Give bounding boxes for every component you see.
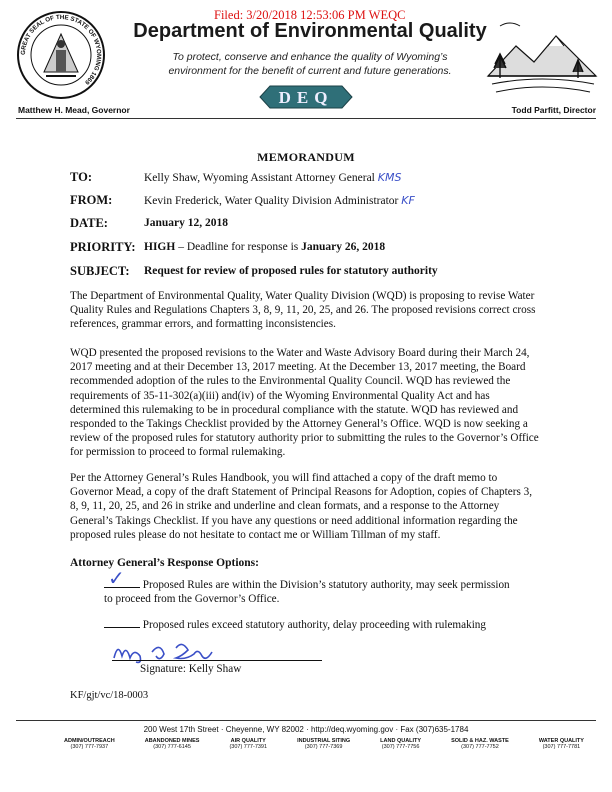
footer-offices — [64, 738, 584, 750]
priority-high: HIGH — [144, 241, 176, 253]
office-air-quality: AIR QUALITY (307) 777-7391 — [229, 738, 268, 750]
date-label: DATE: — [70, 216, 108, 230]
governor-name: Matthew H. Mead, Governor — [18, 105, 130, 115]
deq-logo-icon — [256, 84, 356, 110]
from-value — [144, 194, 415, 207]
office-admin: ADMIN/OUTREACH (307) 777-7937 — [64, 738, 115, 750]
footer-divider — [16, 720, 596, 721]
check-mark-icon: ✓ — [108, 566, 125, 590]
office-solid-haz-waste: SOLID & HAZ. WASTE (307) 777-7752 — [451, 738, 509, 750]
filed-stamp: Filed: 3/20/2018 12:53:06 PM WEQC — [214, 8, 406, 22]
seal-text: GREAT SEAL OF THE STATE OF WYOMING 1869 — [19, 13, 103, 86]
option-1-blank[interactable] — [104, 577, 140, 588]
option-1 — [104, 577, 514, 606]
signature-line — [112, 660, 322, 661]
to-value — [144, 171, 401, 184]
to-label: TO: — [70, 170, 92, 184]
to-initials: KMS — [377, 171, 402, 184]
tagline-line-2: environment for the benefit of current and future generations. — [168, 65, 452, 77]
to-recipient: Kelly Shaw, Wyoming Assistant Attorney General — [144, 172, 375, 184]
body-paragraph-1: The Department of Environmental Quality, Water Quality Division (WQD) is proposing to revise Water Quality Rules and Regulations Chapters 3, 8, 9, 11, 20, 25, and 26. The proposed revisions correct cross references, grammar errors, and formatting inconsistencies. — [70, 290, 536, 331]
subject-label: SUBJECT: — [70, 264, 130, 278]
office-abandoned-mines: ABANDONED MINES (307) 777-6145 — [144, 738, 200, 750]
tagline — [130, 50, 490, 78]
deq-logo-text: DEQ — [278, 88, 334, 107]
body-paragraph-2: WQD presented the proposed revisions to the Water and Waste Advisory Board during their March 24, 2017 meeting and at their December 13, 2017 meeting. At the December 13, 2017 meeting, the Board recommended adoption of the rules to the Environmental Quality Council. WQD has reviewed the requirements of 35-11-302(a)(iii) and(iv) of the Wyoming Environmental Quality Act and has determined this rulemaking to be in procedural compliance with the statute. WQD has reviewed and responded to the Takings Checklist provided by the Attorney General’s Office. WQD is now seeking a review of the proposed rules for statutory authority prior to submitting the rules to the Governor’s Office for permission to proceed to formal rulemaking. — [70, 347, 539, 459]
option-2-blank[interactable] — [104, 617, 140, 628]
reference-code: KF/gjt/vc/18-0003 — [70, 690, 149, 701]
priority-label: PRIORITY: — [70, 240, 136, 254]
from-initials: KF — [401, 194, 415, 207]
office-industrial-siting: INDUSTRIAL SITING (307) 777-7369 — [297, 738, 351, 750]
body-paragraph-3: Per the Attorney General’s Rules Handbook, you will find attached a copy of the draft memo to Governor Mead, a copy of the draft Statement of Principal Reasons for Adoption, copies of Chapters 3, 8, 9, 11, 20, 25, and 26 in strike and underline and clean formats, and a response to the Attorney General’s Takings Checklist. If you have any questions or need additional information regarding the proposed rules please do not hesitate to contact me or William Tillman of my staff. — [70, 472, 532, 541]
landscape-logo-icon — [486, 18, 598, 104]
priority-deadline: January 26, 2018 — [301, 241, 386, 253]
priority-value — [144, 241, 385, 253]
footer-address: 200 West 17th Street · Cheyenne, WY 82002 · http://deq.wyoming.gov · Fax (307)635-1784 — [143, 725, 469, 734]
director-name: Todd Parfitt, Director — [511, 105, 596, 115]
office-land-quality: LAND QUALITY (307) 777-7756 — [380, 738, 422, 750]
department-name: Department of Environmental Quality — [133, 20, 487, 42]
office-water-quality: WATER QUALITY (307) 777-7781 — [538, 738, 584, 750]
handwritten-signature-icon — [112, 638, 252, 666]
from-sender: Kevin Frederick, Water Quality Division Administrator — [144, 195, 399, 207]
option-2 — [104, 617, 514, 632]
signature-label: Signature: Kelly Shaw — [140, 663, 242, 675]
option-1-text: Proposed Rules are within the Division’s statutory authority, may seek permission to proceed from the Governor’s Office. — [104, 579, 510, 606]
date-value: January 12, 2018 — [144, 217, 229, 229]
wyoming-seal-icon — [16, 10, 106, 100]
priority-text: – Deadline for response is — [175, 241, 302, 253]
subject-value: Request for review of proposed rules for statutory authority — [144, 265, 438, 277]
memo-title: MEMORANDUM — [257, 150, 355, 164]
response-options-heading: Attorney General’s Response Options: — [70, 557, 259, 569]
option-2-text: Proposed rules exceed statutory authority, delay proceeding with rulemaking — [142, 619, 486, 631]
header-divider — [16, 118, 596, 119]
from-label: FROM: — [70, 193, 113, 207]
tagline-line-1: To protect, conserve and enhance the quality of Wyoming’s — [172, 51, 448, 63]
